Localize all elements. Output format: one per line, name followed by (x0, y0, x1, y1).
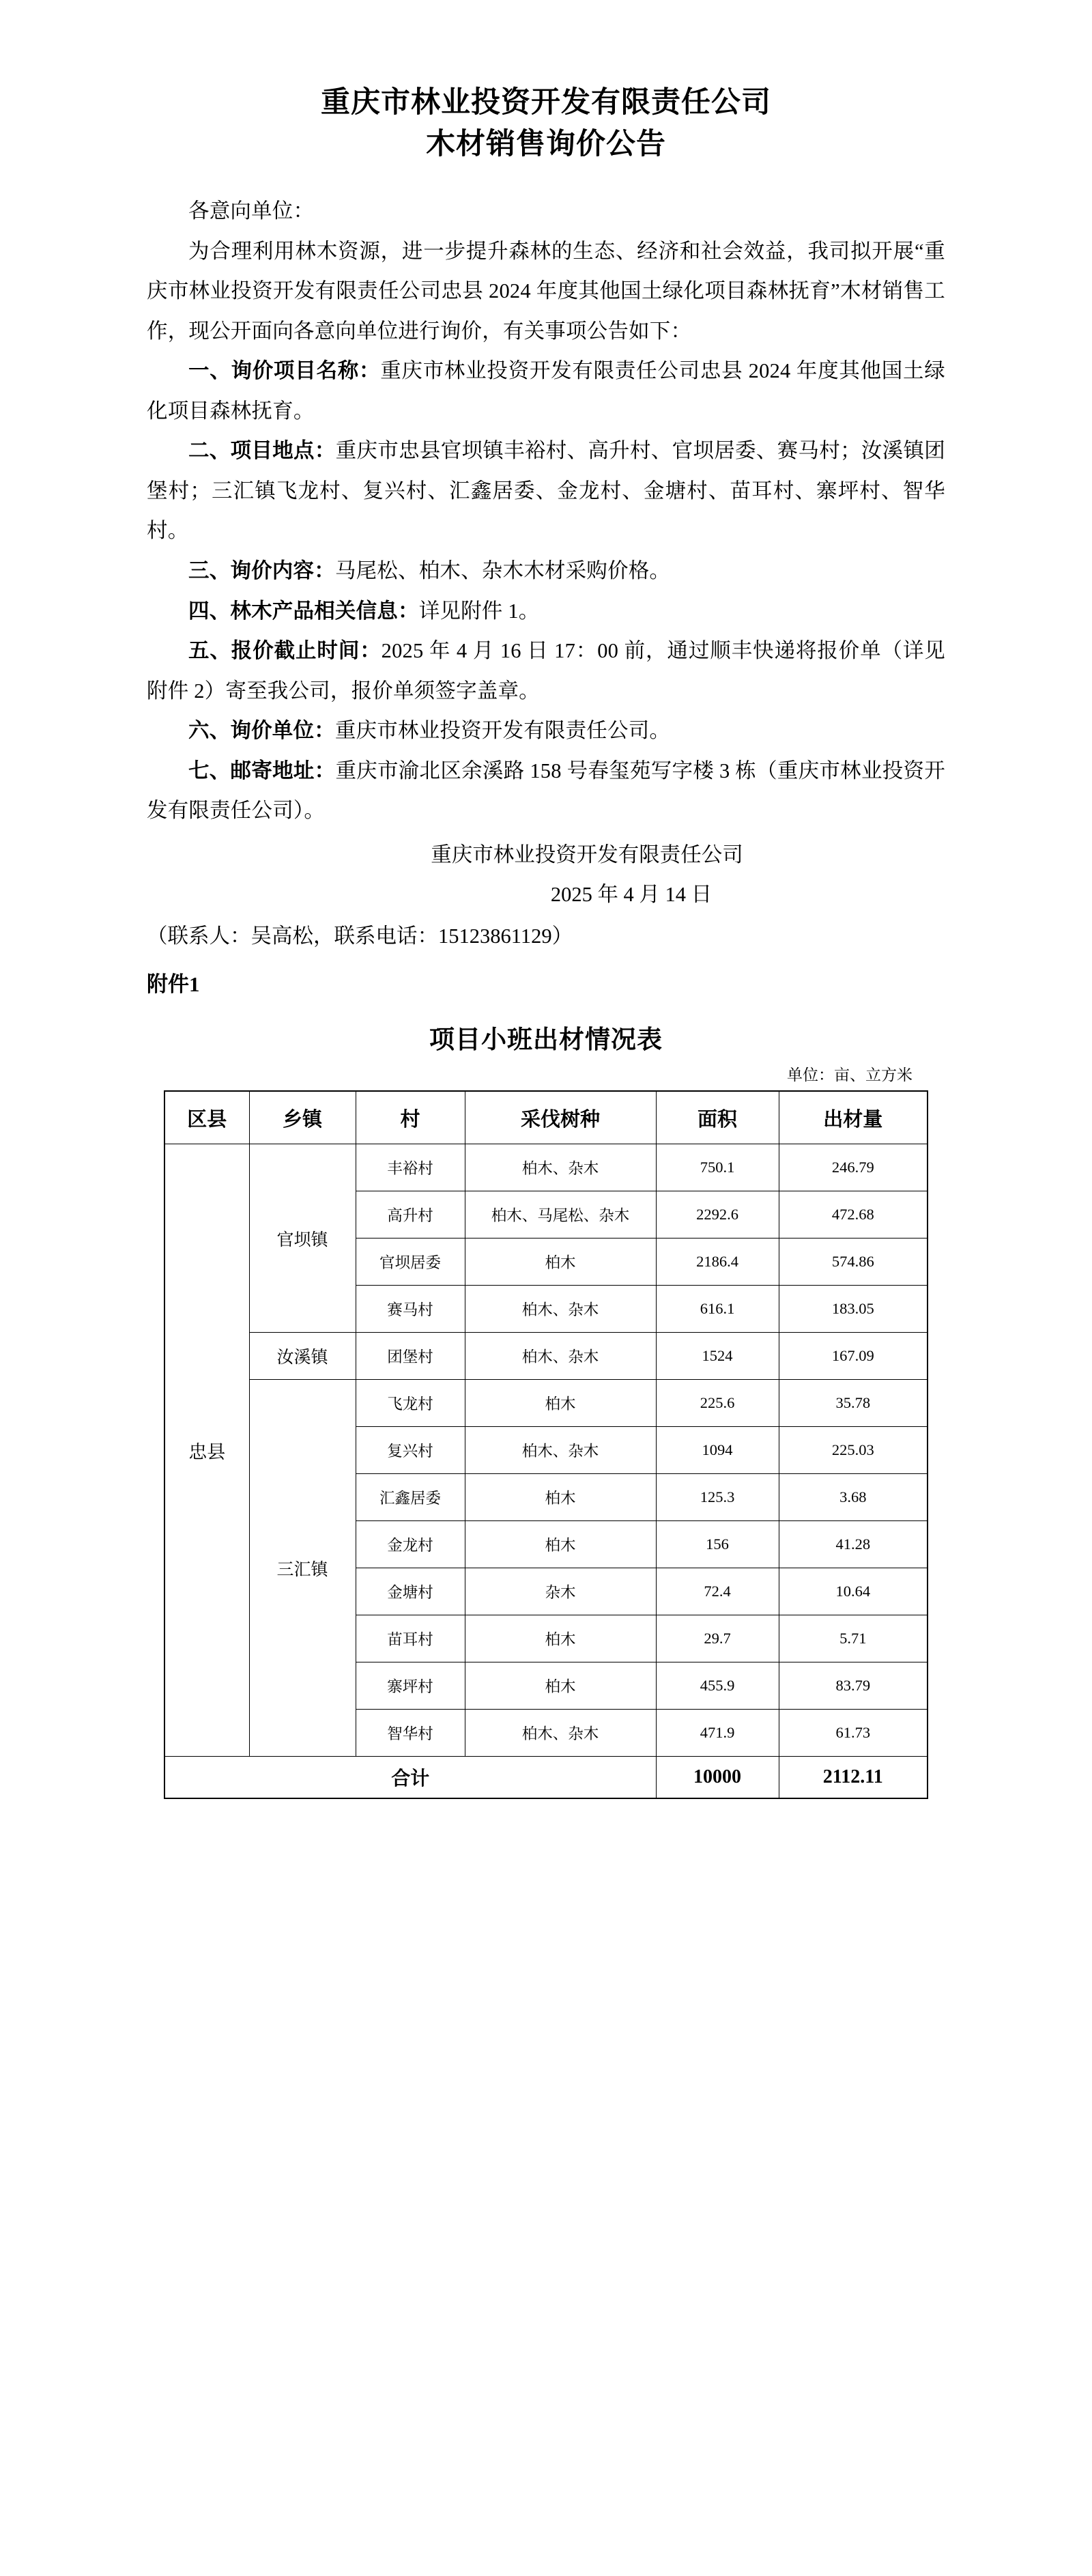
clause-7 (147, 751, 945, 831)
cell-village: 飞龙村 (356, 1380, 465, 1427)
title-line-2: 木材销售询价公告 (426, 128, 666, 161)
cell-town: 汝溪镇 (249, 1333, 356, 1380)
page-title (147, 82, 945, 165)
cell-area: 471.9 (656, 1710, 779, 1757)
cell-species: 柏木、杂木 (465, 1286, 656, 1333)
cell-area: 616.1 (656, 1286, 779, 1333)
cell-area: 125.3 (656, 1474, 779, 1521)
cell-species: 柏木、杂木 (465, 1710, 656, 1757)
cell-volume: 83.79 (779, 1662, 928, 1710)
cell-volume: 246.79 (779, 1144, 928, 1191)
table-unit-note: 单位：亩、立方米 (787, 1066, 913, 1084)
cell-village: 苗耳村 (356, 1615, 465, 1662)
clause-7-text: 重庆市渝北区余溪路 158 号春玺苑写字楼 3 栋（重庆市林业投资开发有限责任公司）。 (147, 759, 945, 823)
header-county: 区县 (164, 1091, 249, 1144)
cell-county: 忠县 (164, 1144, 249, 1757)
cell-area: 1094 (656, 1427, 779, 1474)
title-line-1: 重庆市林业投资开发有限责任公司 (321, 87, 771, 119)
clause-1 (147, 351, 945, 431)
cell-volume: 225.03 (779, 1427, 928, 1474)
cell-town: 官坝镇 (249, 1144, 356, 1333)
cell-species: 柏木 (465, 1615, 656, 1662)
table-row (164, 1144, 928, 1191)
cell-village: 复兴村 (356, 1427, 465, 1474)
header-town: 乡镇 (249, 1091, 356, 1144)
cell-species: 柏木、杂木 (465, 1144, 656, 1191)
clause-5-label: 五、报价截止时间： (188, 639, 382, 663)
cell-village: 智华村 (356, 1710, 465, 1757)
clause-4 (147, 591, 945, 632)
cell-area: 750.1 (656, 1144, 779, 1191)
cell-village: 丰裕村 (356, 1144, 465, 1191)
cell-total-volume: 2112.11 (779, 1757, 928, 1799)
cell-volume: 3.68 (779, 1474, 928, 1521)
table-header-row (164, 1091, 928, 1144)
clause-6-label: 六、询价单位： (188, 719, 335, 743)
cell-area: 225.6 (656, 1380, 779, 1427)
signature-block (147, 835, 945, 915)
cell-volume: 5.71 (779, 1615, 928, 1662)
clause-2-text: 重庆市忠县官坝镇丰裕村、高升村、官坝居委、赛马村；汝溪镇团堡村；三汇镇飞龙村、复兴村、汇鑫居委、金龙村、金塘村、苗耳村、寨坪村、智华村。 (147, 439, 945, 543)
cell-species: 柏木 (465, 1474, 656, 1521)
cell-volume: 35.78 (779, 1380, 928, 1427)
header-volume: 出材量 (779, 1091, 928, 1144)
cell-species: 柏木、杂木 (465, 1427, 656, 1474)
cell-village: 寨坪村 (356, 1662, 465, 1710)
cell-volume: 183.05 (779, 1286, 928, 1333)
intro-paragraph: 为合理利用林木资源，进一步提升森林的生态、经济和社会效益，我司拟开展“重庆市林业投资开发有限责任公司忠县 2024 年度其他国土绿化项目森林抚育”木材销售工作，现公开面向各意向单位进行询价，有关事项公告如下： (147, 239, 945, 343)
clause-3-text: 马尾松、柏木、杂木木材采购价格。 (334, 559, 671, 583)
header-village: 村 (356, 1091, 465, 1144)
cell-species: 柏木、马尾松、杂木 (465, 1191, 656, 1239)
cell-village: 金龙村 (356, 1521, 465, 1568)
cell-area: 156 (656, 1521, 779, 1568)
cell-volume: 472.68 (779, 1191, 928, 1239)
cell-town: 三汇镇 (249, 1380, 356, 1757)
cell-village: 汇鑫居委 (356, 1474, 465, 1521)
cell-total-area: 10000 (656, 1757, 779, 1799)
cell-species: 柏木 (465, 1662, 656, 1710)
table-row (164, 1380, 928, 1427)
cell-species: 柏木 (465, 1239, 656, 1286)
cell-village: 赛马村 (356, 1286, 465, 1333)
salutation: 各意向单位： (188, 199, 315, 223)
signature-company: 重庆市林业投资开发有限责任公司 (431, 843, 743, 866)
cell-village: 高升村 (356, 1191, 465, 1239)
cell-volume: 574.86 (779, 1239, 928, 1286)
clause-3-label: 三、询价内容： (188, 559, 335, 583)
cell-species: 柏木 (465, 1380, 656, 1427)
contact-line: （联系人：吴高松，联系电话：15123861129） (147, 924, 573, 948)
cell-village: 金塘村 (356, 1568, 465, 1615)
cell-volume: 10.64 (779, 1568, 928, 1615)
clause-2 (147, 431, 945, 551)
attachment-label: 附件1 (147, 972, 200, 997)
cell-area: 2186.4 (656, 1239, 779, 1286)
cell-area: 29.7 (656, 1615, 779, 1662)
clause-6 (147, 711, 945, 751)
cell-area: 72.4 (656, 1568, 779, 1615)
cell-species: 柏木、杂木 (465, 1333, 656, 1380)
cell-village: 团堡村 (356, 1333, 465, 1380)
clause-6-text: 重庆市林业投资开发有限责任公司。 (334, 719, 671, 743)
timber-yield-table (164, 1090, 928, 1799)
cell-species: 柏木 (465, 1521, 656, 1568)
document-body (147, 191, 945, 831)
clause-7-label: 七、邮寄地址： (188, 759, 336, 782)
signature-date: 2025 年 4 月 14 日 (550, 883, 713, 907)
clause-5 (147, 631, 945, 711)
cell-volume: 167.09 (779, 1333, 928, 1380)
clause-4-text: 详见附件 1。 (418, 599, 540, 623)
cell-volume: 61.73 (779, 1710, 928, 1757)
clause-2-label: 二、项目地点： (188, 439, 336, 463)
table-row (164, 1333, 928, 1380)
cell-area: 1524 (656, 1333, 779, 1380)
clause-1-text: 重庆市林业投资开发有限责任公司忠县 2024 年度其他国土绿化项目森林抚育。 (147, 359, 945, 423)
clause-5-text: 2025 年 4 月 16 日 17：00 前，通过顺丰快递将报价单（详见附件 2）寄至我公司，报价单须签字盖章。 (147, 639, 945, 703)
clause-1-label: 一、询价项目名称： (188, 359, 381, 383)
table-title: 项目小班出材情况表 (429, 1026, 663, 1055)
cell-total-label: 合计 (164, 1757, 656, 1799)
table-total-row (164, 1757, 928, 1799)
cell-village: 官坝居委 (356, 1239, 465, 1286)
clause-4-label: 四、林木产品相关信息： (188, 599, 419, 623)
cell-volume: 41.28 (779, 1521, 928, 1568)
cell-area: 2292.6 (656, 1191, 779, 1239)
clause-3 (147, 551, 945, 591)
header-species: 采伐树种 (465, 1091, 656, 1144)
cell-area: 455.9 (656, 1662, 779, 1710)
header-area: 面积 (656, 1091, 779, 1144)
cell-species: 杂木 (465, 1568, 656, 1615)
